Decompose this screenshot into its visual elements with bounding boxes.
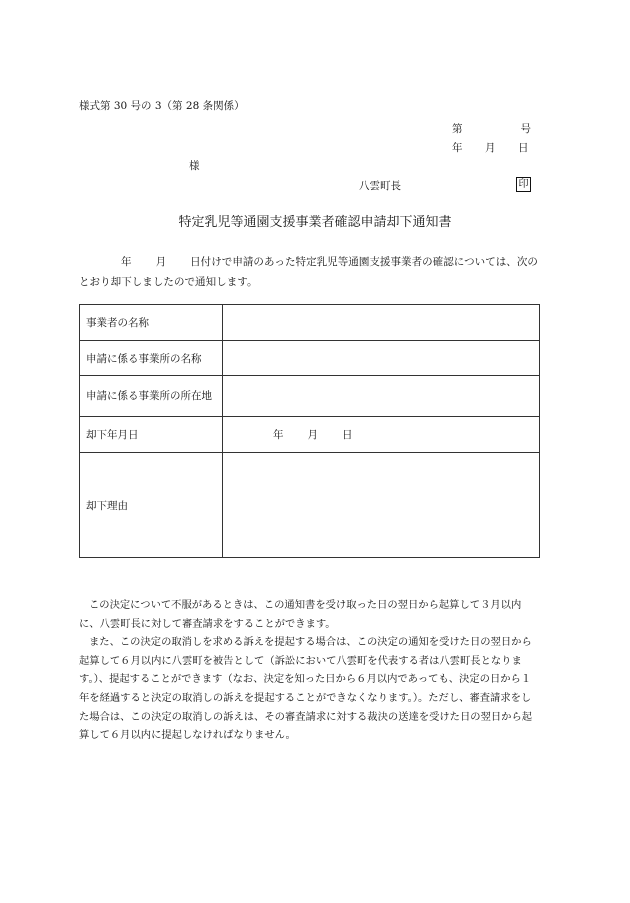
row-value-office-name xyxy=(223,341,540,376)
table-row xyxy=(80,376,540,417)
recipient-suffix: 様 xyxy=(189,160,200,172)
rejection-date-month: 月 xyxy=(307,429,318,441)
intro-month: 月 xyxy=(155,256,167,268)
issue-date-line xyxy=(452,140,534,154)
row-label-office-address: 申請に係る事業所の所在地 xyxy=(80,376,223,417)
document-title: 特定乳児等通園支援事業者確認申請却下通知書 xyxy=(178,215,452,230)
intro-year: 年 xyxy=(121,256,132,268)
form-number: 様式第 30 号の 3（第 28 条関係） xyxy=(79,100,245,112)
row-label-rejection-reason: 却下理由 xyxy=(80,453,223,558)
row-value-business-name xyxy=(223,305,540,341)
appeal-notice xyxy=(79,596,541,745)
notice-paragraph-appeal: この決定について不服があるときは、この通知書を受け取った日の翌日から起算して３月以内に、八雲町長に対して審査請求をすることができます。 xyxy=(79,599,522,630)
application-info-table xyxy=(79,304,540,558)
issue-date-day: 日 xyxy=(518,142,529,154)
table-row xyxy=(80,305,540,341)
issue-date-year: 年 xyxy=(452,142,463,154)
row-value-office-address xyxy=(223,376,540,417)
rejection-date-day: 日 xyxy=(342,429,353,441)
seal-mark: 印 xyxy=(516,177,531,192)
issuer-name: 八雲町長 xyxy=(359,180,401,192)
rejection-date-year: 年 xyxy=(273,429,284,441)
table-row xyxy=(80,341,540,376)
notice-paragraph-lawsuit: また、この決定の取消しを求める訴えを提起する場合は、この決定の通知を受けた日の翌日から起算して６月以内に八雲町を被告として（訴訟において八雲町を代表する者は八雲町長となります。）、提起することができます（なお、決定を知った日から６月以内であっても、決定の日から１年を経過すると決定の取消しの訴えを提起することができなくなります。）。ただし、審査請求をした場合は、この決定の取消しの訴えは、その審査請求に対する裁決の送達を受けた日の翌日から起算して６月以内に提起しなければなりません。 xyxy=(79,636,533,742)
row-label-office-name: 申請に係る事業所の名称 xyxy=(80,341,223,376)
row-value-rejection-date xyxy=(223,417,540,453)
number-prefix: 第 xyxy=(452,123,463,135)
intro-paragraph xyxy=(79,252,541,292)
row-label-business-name: 事業者の名称 xyxy=(80,305,223,341)
number-suffix: 号 xyxy=(520,123,531,135)
intro-text: 日付けで申請のあった特定乳児等通園支援事業者の確認については、次のとおり却下しましたので通知します。 xyxy=(79,256,538,288)
table-row xyxy=(80,417,540,453)
row-label-rejection-date: 却下年月日 xyxy=(80,417,223,453)
issue-date-month: 月 xyxy=(485,142,496,154)
table-row xyxy=(80,453,540,558)
document-number-line xyxy=(452,121,534,135)
row-value-rejection-reason xyxy=(223,453,540,558)
